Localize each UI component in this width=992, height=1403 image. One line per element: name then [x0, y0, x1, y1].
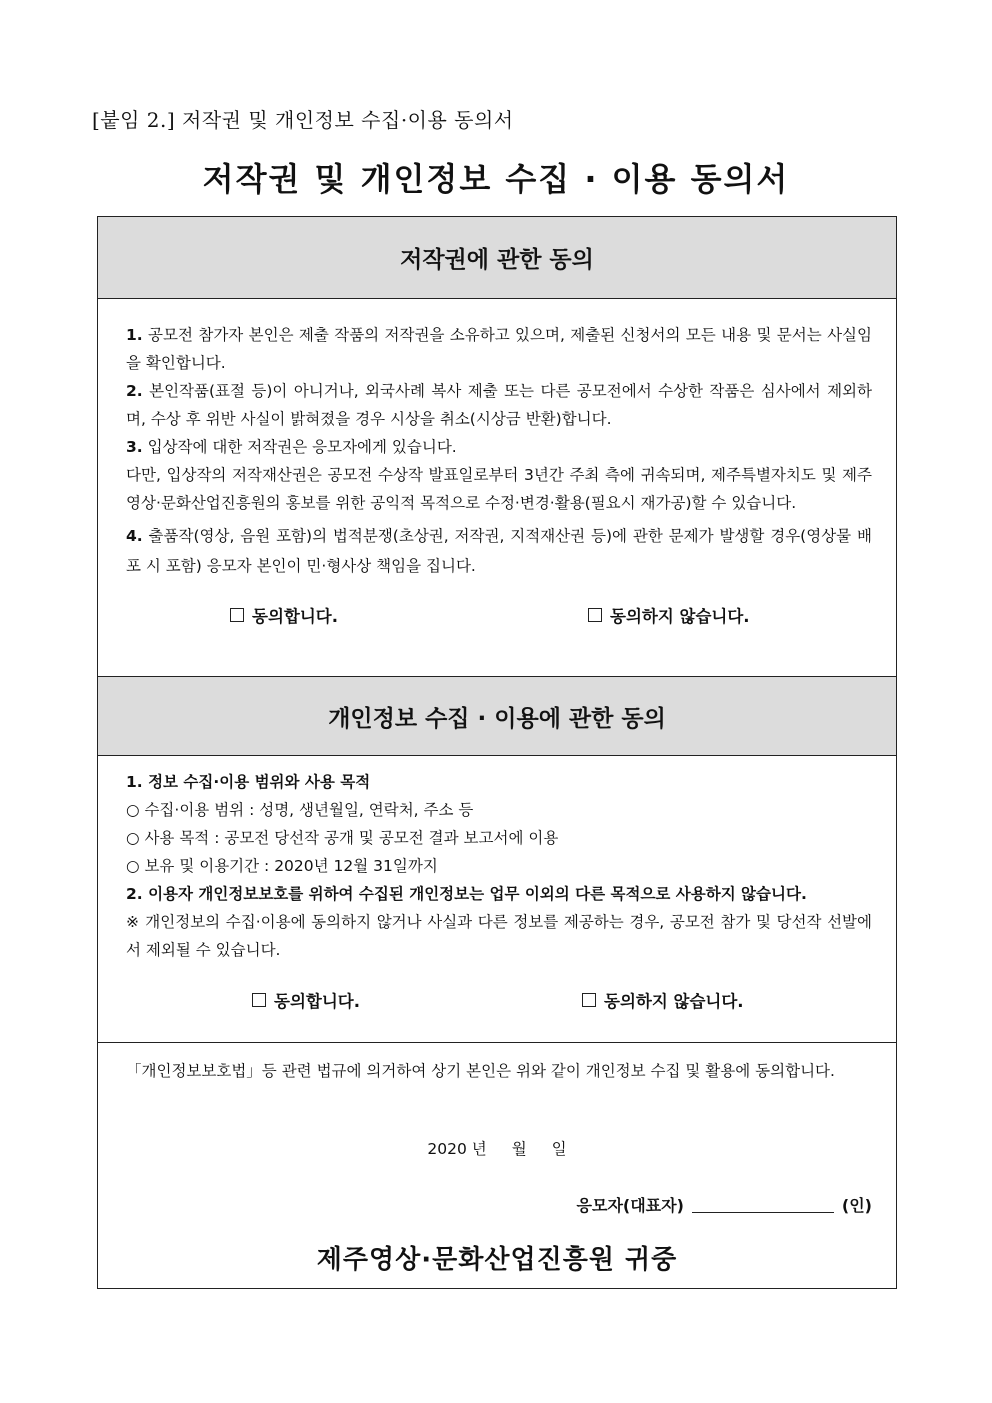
date-month: 월 — [511, 1140, 527, 1158]
privacy-bullet: ○ 사용 목적 : 공모전 당선작 공개 및 공모전 결과 보고서에 이용 — [126, 829, 559, 847]
copyright-agree-checkbox[interactable] — [230, 608, 244, 622]
copyright-disagree-checkbox[interactable] — [588, 608, 602, 622]
privacy-item-2: 2. 이용자 개인정보보호를 위하여 수집된 개인정보는 업무 이외의 다른 목적으로 사용하지 않습니다. — [126, 885, 807, 903]
copyright-agree-label: 동의합니다. — [252, 607, 338, 626]
recipient-organization: 제주영상·문화산업진흥원 귀중 — [316, 1245, 678, 1275]
privacy-disagree-option[interactable] — [582, 988, 744, 1012]
declaration-text: 「개인정보보호법」등 관련 법규에 의거하여 상기 본인은 위와 같이 개인정보 수집 및 활용에 동의합니다. — [126, 1062, 835, 1080]
signature-date — [98, 1137, 896, 1159]
copyright-agree-option[interactable] — [230, 603, 338, 627]
copyright-item-2: 2. 본인작품(표절 등)이 아니거나, 외국사례 복사 제출 또는 다른 공모전에서 수상한 작품은 심사에서 제외하며, 수상 후 위반 사실이 밝혀졌을 경우 시상을 취소(시상금 반환)합니다. — [126, 382, 872, 428]
privacy-bullet: ○ 보유 및 이용기간 : 2020년 12월 31일까지 — [126, 857, 438, 875]
privacy-bullet: ○ 수집·이용 범위 : 성명, 생년월일, 연락처, 주소 등 — [126, 801, 474, 819]
privacy-agree-label: 동의합니다. — [274, 992, 360, 1011]
seal-label: (인) — [841, 1196, 872, 1215]
privacy-note: ※ 개인정보의 수집·이용에 동의하지 않거나 사실과 다른 정보를 제공하는 경우, 공모전 참가 및 당선작 선발에서 제외될 수 있습니다. — [126, 913, 872, 959]
signer-label: 응모자(대표자) — [576, 1196, 684, 1215]
date-day: 일 — [551, 1140, 567, 1158]
privacy-disagree-checkbox[interactable] — [582, 993, 596, 1007]
signature-field[interactable] — [692, 1212, 834, 1213]
signature-line — [577, 1193, 872, 1216]
copyright-item-4: 4. 출품작(영상, 음원 포함)의 법적분쟁(초상권, 저작권, 지적재산권 등)에 관한 문제가 발생할 경우(영상물 배포 시 포함) 응모자 본인이 민·형사상 책임을 집니다. — [126, 527, 872, 575]
copyright-choices — [126, 603, 872, 633]
copyright-item-3-note: 다만, 입상작의 저작재산권은 공모전 수상작 발표일로부터 3년간 주최 측에 귀속되며, 제주특별자치도 및 제주영상·문화산업진흥원의 홍보를 위한 공익적 목적으로 수정·변경·활용(필요시 재가공)할 수 있습니다. — [126, 466, 872, 512]
date-year: 2020 년 — [427, 1140, 487, 1158]
copyright-disagree-label: 동의하지 않습니다. — [610, 607, 750, 626]
privacy-heading: 개인정보 수집 · 이용에 관한 동의 — [98, 676, 896, 756]
page-title: 저작권 및 개인정보 수집 · 이용 동의서 — [202, 160, 790, 198]
privacy-item-1-title: 1. 정보 수집·이용 범위와 사용 목적 — [126, 773, 371, 791]
copyright-disagree-option[interactable] — [588, 603, 750, 627]
copyright-item-3: 3. 입상작에 대한 저작권은 응모자에게 있습니다. — [126, 438, 457, 456]
copyright-heading: 저작권에 관한 동의 — [98, 217, 896, 299]
consent-form — [97, 216, 897, 1289]
privacy-section — [98, 756, 896, 1043]
privacy-choices — [126, 988, 872, 1018]
privacy-disagree-label: 동의하지 않습니다. — [604, 992, 744, 1011]
declaration-section — [98, 1043, 896, 1291]
copyright-item-1: 1. 공모전 참가자 본인은 제출 작품의 저작권을 소유하고 있으며, 제출된 신청서의 모든 내용 및 문서는 사실임을 확인합니다. — [126, 326, 872, 372]
attachment-label: [붙임 2.] 저작권 및 개인정보 수집·이용 동의서 — [92, 108, 514, 132]
copyright-section — [98, 299, 896, 676]
privacy-agree-option[interactable] — [252, 988, 360, 1012]
privacy-agree-checkbox[interactable] — [252, 993, 266, 1007]
